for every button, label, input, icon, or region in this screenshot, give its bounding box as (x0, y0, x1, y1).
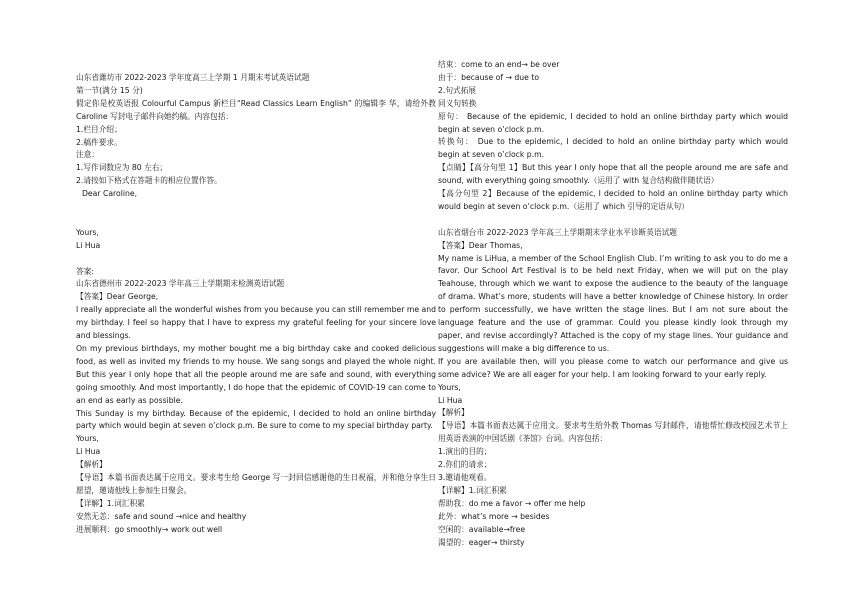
task-item: 2.你们的请求； (438, 460, 492, 470)
letter-closing: Yours, (76, 227, 99, 237)
analysis-heading: 【解析】 (438, 408, 469, 418)
left-column (76, 72, 436, 537)
letter-salutation: Dear Caroline, (82, 189, 138, 199)
answer-paragraph: My name is LiHua, a member of the School English Club. I’m writing to ask you to do me a favor. Our School Art Festival is to be held next Friday, when we will put on the play Teahouse, through which we want to expose the audience to the beauty of the language of drama. What’s more, students will have a better knowledge of Chinese history. In order to perform successfully, we have written the stage lines. But I am not sure about the language feature and the use of grammar. Could you please kindly look through my paper, and revise accordingly? Attached is the copy of my stage lines. Your guidance and suggestions will make a big difference to us. (438, 253, 788, 353)
answer-closing: Yours, (438, 382, 461, 392)
vocab-item: 渴望的：eager→ thirsty (438, 537, 525, 547)
letter-signature: Li Hua (76, 240, 101, 250)
note-item: 1.写作词数应为 80 左右； (76, 163, 168, 173)
exam-title: 山东省潍坊市 2022-2023 学年度高三上学期 1 月期末考试英语试题 (76, 73, 310, 82)
original-sentence: 原句： Because of the epidemic, I decided to hold an online birthday party which would begin at seven o’clock p.m. (438, 111, 788, 134)
converted-sentence: 转换句： Due to the epidemic, I decided to hold an online birthday party which would begin at seven o’clock p.m. (438, 137, 788, 160)
vocab-item: 此外：what’s more → besides (438, 511, 550, 521)
answer-label: 答案: (76, 266, 94, 276)
vocab-item: 帮助我：do me a favor → offer me help (438, 498, 586, 508)
answer-salutation: 【答案】Dear Thomas, (438, 240, 523, 250)
section-heading: 第一节(满分 15 分) (76, 85, 143, 95)
highlight-sentence: 【高分句型 2】Because of the epidemic, I decided to hold an online birthday party which would begin at seven o’clock p.m.（运用了 which 引导的定语从句） (438, 189, 788, 211)
guide-text: 【导语】本篇书面表达属于应用文。要求考生给外教 Thomas 写封邮件，请他帮忙修改校园艺术节上用英语表演的中国话剧《茶馆》台词。内容包括： (438, 421, 788, 444)
answer-source: 山东省烟台市 2022-2023 学年高三上学期期末学业水平诊断英语试题 (438, 227, 677, 237)
detail-heading: 【详解】1.词汇积累 (76, 498, 145, 508)
answer-paragraph: I really appreciate all the wonderful wishes from you because you can still remember me and my birthday. I feel so happy that I have to express my grateful feeling for your sincere love and blessings. (76, 305, 436, 341)
detail-heading: 【详解】1.词汇积累 (438, 485, 507, 495)
guide-text: 【导语】本篇书面表达属于应用文。要求考生给 George 写一封回信感谢他的生日祝福，并和他分享生日愿望，邀请他线上参加生日聚会。 (76, 473, 436, 495)
sentence-heading: 2.句式拓展 (438, 85, 477, 95)
analysis-heading: 【解析】 (76, 460, 107, 470)
highlight-sentence: 【点睛】【高分句型 1】But this year I only hope that all the people around me are safe and sound, with everything going smoothly.（运用了 with 复合结构做伴随状语） (438, 163, 788, 186)
task-item: 3.邀请他观看。 (438, 472, 492, 482)
answer-source: 山东省德州市 2022-2023 学年高三上学期期末检测英语试题 (76, 279, 285, 289)
note-item: 2.请按如下格式在答题卡的相应位置作答。 (76, 176, 222, 186)
vocab-item: 结束：come to an end→ be over (438, 60, 560, 69)
vocab-item: 空闲的：available→free (438, 524, 526, 534)
task-item: 2.稿件要求。 (76, 137, 122, 147)
answer-paragraph: On my previous birthdays, my mother bought me a big birthday cake and cooked delicious food, as well as invited my friends to my house. We sang songs and played the whole night. But this year I only hope that all the people around me are safe and sound, with everything going smoothly. And most importantly, I do hope that the epidemic of COVID-19 can come to an end as early as possible. (76, 343, 436, 405)
task-item: 1.演出的目的； (438, 447, 492, 457)
right-column (438, 59, 788, 549)
answer-signature: Li Hua (438, 395, 463, 405)
transform-heading: 同义句转换 (438, 98, 477, 108)
answer-paragraph: This Sunday is my birthday. Because of the epidemic, I decided to hold an online birthday party which would begin at seven o’clock p.m. Be sure to come to my special birthday party. (76, 408, 436, 431)
answer-salutation: 【答案】Dear George, (76, 292, 159, 302)
vocab-item: 由于：because of → due to (438, 72, 540, 82)
notes-title: 注意： (76, 150, 100, 160)
answer-signature: Li Hua (76, 447, 101, 457)
task-item: 1.栏目介绍； (76, 124, 122, 134)
answer-paragraph: If you are available then, will you please come to watch our performance and give us some advice? We are all eager for your help. I am looking forward to your early reply. (438, 356, 788, 379)
answer-closing: Yours, (76, 434, 99, 444)
vocab-item: 进展顺利：go smoothly→ work out well (76, 524, 223, 534)
task-prompt: 假定你是校英语报 Colourful Campus 新栏目“Read Classics Learn English” 的编辑李 华，请给外教 Caroline 写封电子邮件向她约稿。内容包括： (76, 98, 436, 121)
vocab-item: 安然无恙：safe and sound →nice and healthy (76, 511, 247, 521)
